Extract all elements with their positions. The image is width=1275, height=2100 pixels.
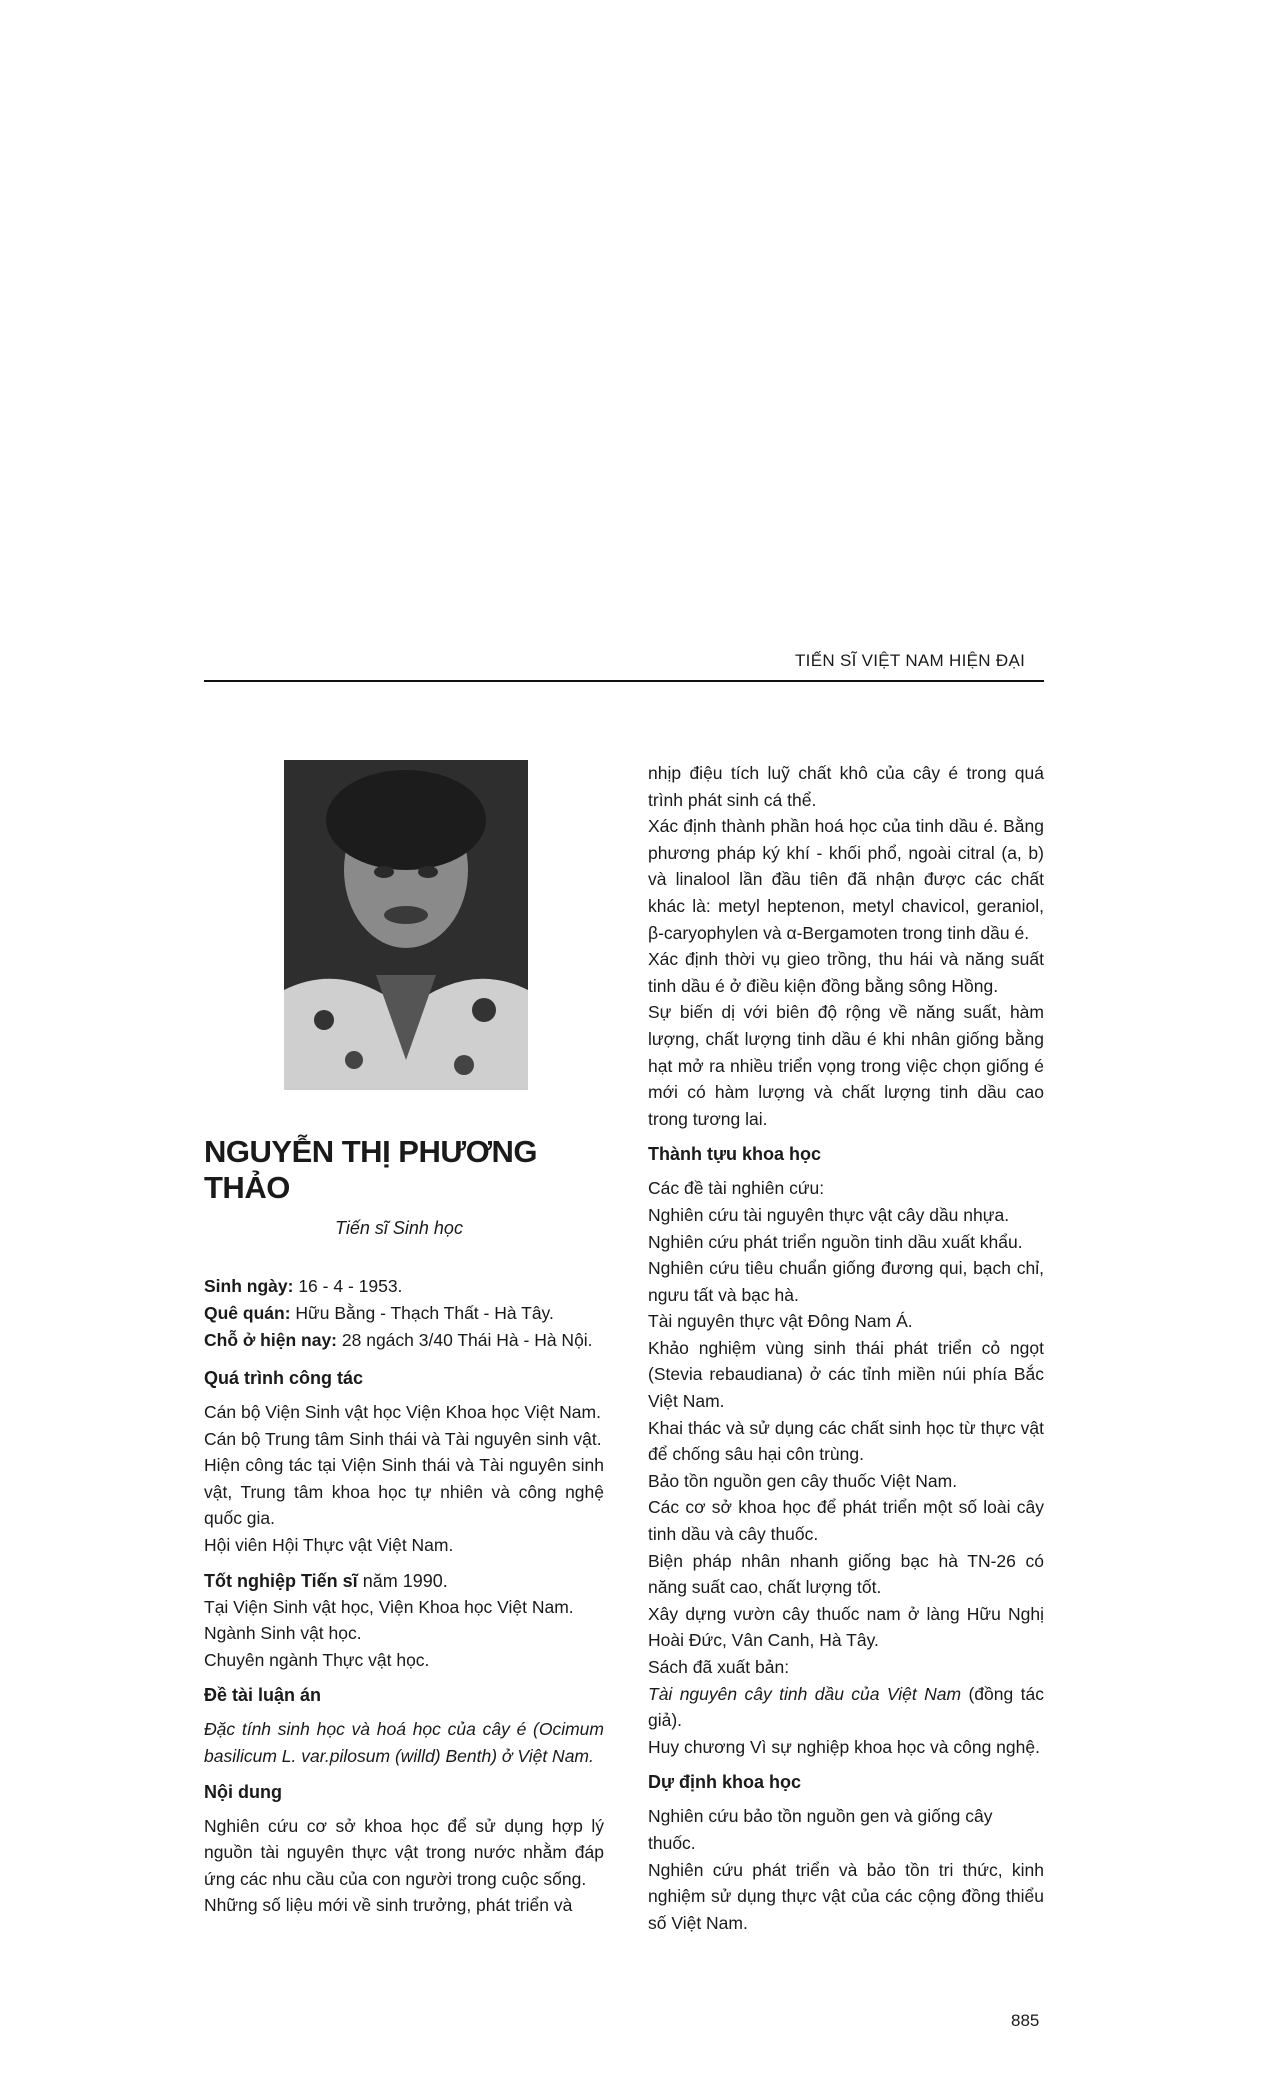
content-paragraph: Xác định thời vụ gieo trồng, thu hái và năng suất tinh dầu é ở điều kiện đồng bằng sông Hồng. [648, 949, 1044, 996]
thesis-text: Đặc tính sinh học và hoá học của cây é (Ocimum basilicum L. var.pilosum (willd) Benth) ở Việt Nam. [204, 1719, 604, 1766]
award-line: Huy chương Vì sự nghiệp khoa học và công nghệ. [648, 1736, 1040, 1757]
content-paragraph: Xác định thành phần hoá học của tinh dầu é. Bằng phương pháp ký khí - khối phổ, ngoài citral (a, b) và linalool lần đầu tiên đã nhận được các chất khác là: metyl heptenon, metyl chavicol, geraniol, β-caryophylen và α-Bergamoten trong tinh dầu é. [648, 816, 1044, 943]
hometown-value: Hữu Bằng - Thạch Thất - Hà Tây. [295, 1303, 554, 1323]
right-column [648, 760, 1044, 1936]
hometown-label: Quê quán: [204, 1303, 291, 1323]
career-line: Cán bộ Viện Sinh vật học Viện Khoa học Việt Nam. [204, 1402, 601, 1422]
achievement-item: Xây dựng vườn cây thuốc nam ở làng Hữu Nghị Hoài Đức, Vân Canh, Hà Tây. [648, 1603, 1044, 1651]
career-line: Hội viên Hội Thực vật Việt Nam. [204, 1534, 454, 1555]
achievement-list [648, 1202, 1044, 1654]
content-paragraph: Nghiên cứu cơ sở khoa học để sử dụng hợp lý nguồn tài nguyên thực vật trong nước nhằm đáp ứng các nhu cầu của con người trong cuộc sống. [204, 1815, 604, 1889]
page-number: 885 [1011, 2011, 1040, 2030]
address-row [204, 1327, 604, 1354]
address-label: Chỗ ở hiện nay: [204, 1330, 338, 1350]
birth-value: 16 - 4 - 1953. [298, 1276, 403, 1296]
achievement-item: Bảo tồn nguồn gen cây thuốc Việt Nam. [648, 1470, 958, 1491]
doctorate-line: Ngành Sinh vật học. [204, 1623, 362, 1644]
achievement-item: Khai thác và sử dụng các chất sinh học từ thực vật để chống sâu hại côn trùng. [648, 1417, 1044, 1465]
career-line: Hiện công tác tại Viện Sinh thái và Tài nguyên sinh vật, Trung tâm khoa học tự nhiên và công nghệ quốc gia. [204, 1455, 604, 1529]
achievements-intro: Các đề tài nghiên cứu: [648, 1178, 825, 1199]
doctorate-year: năm 1990. [362, 1570, 448, 1591]
content-paragraph-continued: nhịp điệu tích luỹ chất khô của cây é trong quá trình phát sinh cá thể. [648, 763, 1044, 810]
person-title: Tiến sĩ Sinh học [335, 1218, 463, 1238]
running-header: TIẾN SĨ VIỆT NAM HIỆN ĐẠI [795, 651, 1026, 670]
birth-label: Sinh ngày: [204, 1276, 294, 1296]
achievements-heading: Thành tựu khoa học [648, 1144, 822, 1165]
left-column [204, 760, 604, 1918]
birth-row [204, 1273, 604, 1300]
doctorate-label: Tốt nghiệp Tiến sĩ [204, 1570, 358, 1591]
thesis-heading: Đề tài luận án [204, 1685, 322, 1706]
plans-paragraph: Nghiên cứu bảo tồn nguồn gen và giống cây thuốc. [648, 1806, 993, 1853]
personal-info [204, 1273, 604, 1354]
achievement-item: Khảo nghiệm vùng sinh thái phát triển cỏ ngọt (Stevia rebaudiana) ở các tỉnh miền núi phía Bắc Việt Nam. [648, 1337, 1044, 1412]
content-paragraph-start: Những số liệu mới về sinh trưởng, phát triển và [204, 1895, 573, 1916]
achievement-item: Tài nguyên thực vật Đông Nam Á. [648, 1311, 913, 1332]
doctorate-line: Tại Viện Sinh vật học, Viện Khoa học Việt Nam. [204, 1596, 574, 1617]
achievement-item: Nghiên cứu phát triển nguồn tinh dầu xuất khẩu. [648, 1231, 1023, 1252]
person-name: NGUYỄN THỊ PHƯƠNG THẢO [204, 1134, 538, 1205]
doctorate-heading [204, 1571, 604, 1592]
header-rule [204, 680, 1044, 682]
achievement-item: Biện pháp nhân nhanh giống bạc hà TN-26 có năng suất cao, chất lượng tốt. [648, 1550, 1044, 1598]
content-heading: Nội dung [204, 1781, 282, 1802]
plans-paragraph: Nghiên cứu phát triển và bảo tồn tri thức, kinh nghiệm sử dụng thực vật của các cộng đồng thiểu số Việt Nam. [648, 1859, 1044, 1933]
hometown-row [204, 1300, 604, 1327]
achievement-item: Các cơ sở khoa học để phát triển một số loài cây tinh dầu và cây thuốc. [648, 1497, 1044, 1545]
career-heading: Quá trình công tác [204, 1368, 364, 1388]
doctorate-line: Chuyên ngành Thực vật học. [204, 1649, 430, 1670]
content-paragraph: Sự biến dị với biên độ rộng về năng suất, hàm lượng, chất lượng tinh dầu é khi nhân giống bằng hạt mở ra nhiều triển vọng trong việc chọn giống é mới có hàm lượng và chất lượng tinh dầu cao trong tương lai. [648, 1002, 1044, 1129]
book-title: Tài nguyên cây tinh dầu của Việt Nam [648, 1683, 962, 1704]
address-value: 28 ngách 3/40 Thái Hà - Hà Nội. [341, 1330, 593, 1350]
book-note: (đồng tác giả). [648, 1683, 1044, 1731]
book-entry [648, 1681, 1044, 1734]
career-line: Cán bộ Trung tâm Sinh thái và Tài nguyên sinh vật. [204, 1428, 602, 1449]
books-label: Sách đã xuất bản: [648, 1657, 790, 1677]
portrait-photo [284, 760, 528, 1090]
plans-heading: Dự định khoa học [648, 1772, 802, 1793]
achievement-item: Nghiên cứu tài nguyên thực vật cây dầu nhựa. [648, 1204, 1010, 1225]
achievement-item: Nghiên cứu tiêu chuẩn giống đương qui, bạch chỉ, ngưu tất và bạc hà. [648, 1258, 1044, 1305]
